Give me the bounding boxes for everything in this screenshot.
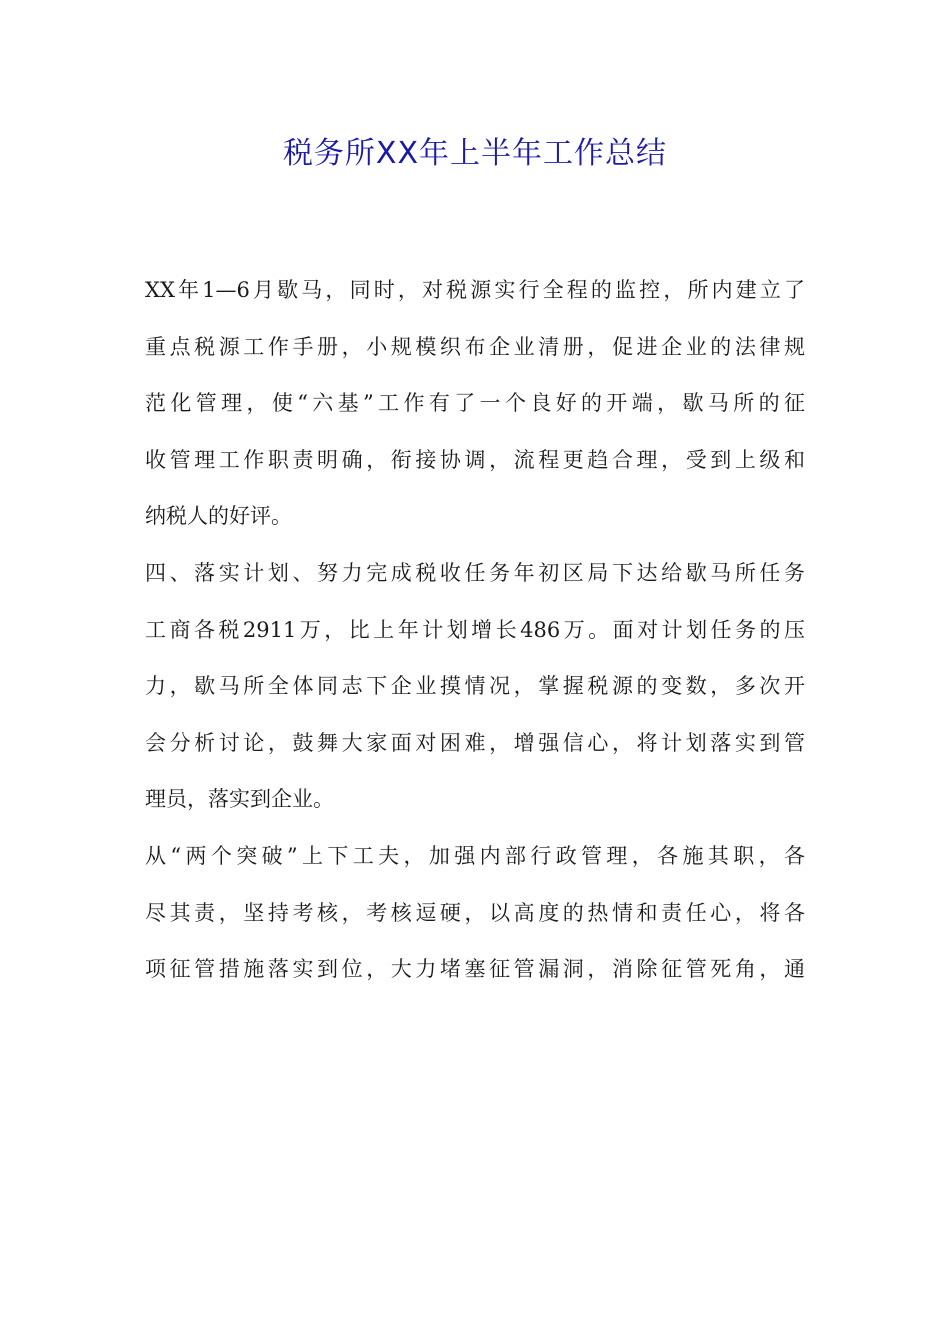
text-line: 收管理工作职责明确，衔接协调，流程更趋合理，受到上级和 [145,447,805,472]
document-body [145,262,805,998]
text-line: 会分析讨论，鼓舞大家面对困难，增强信心，将计划落实到管 [145,730,805,755]
text-line: 尽其责，坚持考核，考核逗硬，以高度的热情和责任心，将各 [145,900,805,925]
text-line: XX年1—6月歇马，同时，对税源实行全程的监控，所内建立了 [145,278,805,302]
text-line: 纳税人的好评。 [145,504,292,529]
document-title: 税务所XX年上半年工作总结 [282,136,668,171]
paragraph-2 [145,545,805,828]
text-line: 项征管措施落实到位，大力堵塞征管漏洞，消除征管死角，通 [145,957,805,982]
text-line: 从“两个突破”上下工夫，加强内部行政管理，各施其职，各 [145,843,805,868]
paragraph-1 [145,262,805,545]
text-line: 范化管理，使“六基”工作有了一个良好的开端，歇马所的征 [145,391,805,416]
text-line: 四、落实计划、努力完成税收任务年初区局下达给歇马所任务 [145,560,805,585]
text-line: 理员，落实到企业。 [145,787,334,812]
text-line: 工商各税2911万，比上年计划增长486万。面对计划任务的压 [145,617,805,642]
text-line: 力，歇马所全体同志下企业摸情况，掌握税源的变数，多次开 [145,674,805,699]
paragraph-3 [145,828,805,998]
text-line: 重点税源工作手册，小规模织布企业清册，促进企业的法律规 [145,334,805,359]
